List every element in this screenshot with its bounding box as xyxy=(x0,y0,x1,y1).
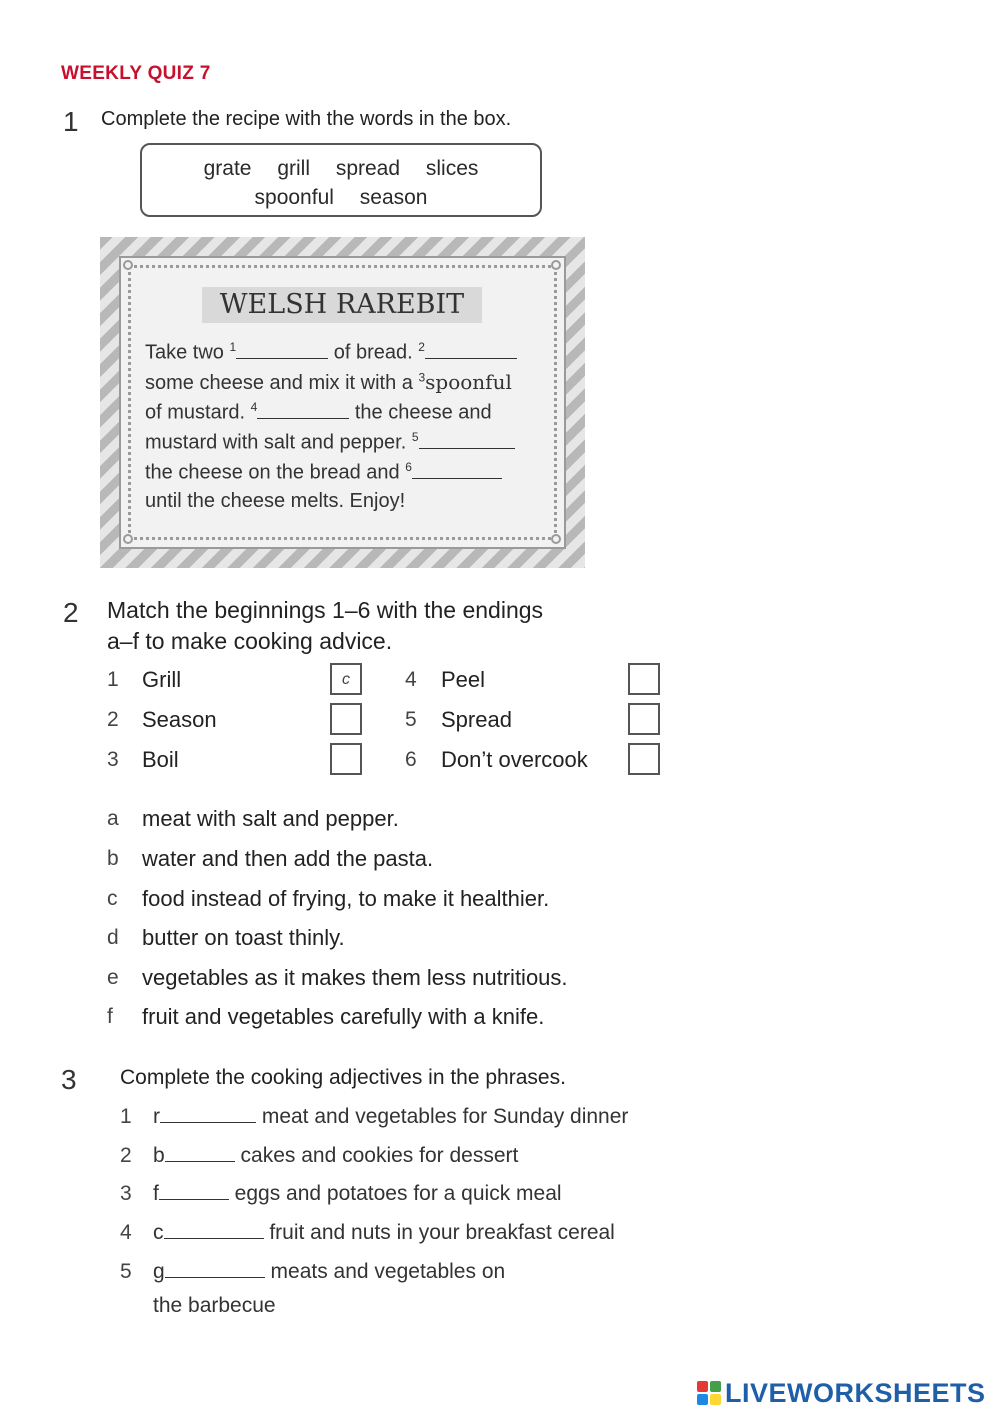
blank-2[interactable] xyxy=(425,342,517,359)
ending-letter: b xyxy=(107,847,119,870)
recipe-title: WELSH RAREBIT xyxy=(202,287,482,323)
match-word: Grill xyxy=(142,667,182,692)
recipe-line-3: of mustard. $^4$ the cheese and xyxy=(145,400,492,424)
word-box xyxy=(140,143,542,217)
word-grate: grate xyxy=(203,157,252,180)
recipe-line-5: the cheese on the bread and $^6$ xyxy=(145,460,502,485)
ending-text: vegetables as it makes them less nutritious. xyxy=(142,965,568,990)
ending-text: butter on toast thinly. xyxy=(142,925,345,950)
blank-3-answer[interactable]: spoonful xyxy=(425,370,512,394)
blank-5[interactable] xyxy=(419,432,515,449)
phrase-number: 2 xyxy=(120,1144,132,1167)
ending-letter: c xyxy=(107,887,118,910)
phrase-number: 5 xyxy=(120,1260,132,1283)
word-spread: spread xyxy=(335,157,401,180)
answer-box-3[interactable] xyxy=(330,743,362,775)
phrase-number: 1 xyxy=(120,1105,132,1128)
recipe-line-2: some cheese and mix it with a $^3$spoonful xyxy=(145,370,512,394)
ending-letter: d xyxy=(107,926,119,949)
phrase-number: 4 xyxy=(120,1221,132,1244)
match-word: Boil xyxy=(142,747,179,772)
phrase-5-continued: the barbecue xyxy=(153,1294,276,1317)
word-spoonful: spoonful xyxy=(254,186,334,209)
match-number: 1 xyxy=(107,668,119,691)
answer-box-4[interactable] xyxy=(628,663,660,695)
logo-square xyxy=(697,1394,708,1405)
phrase-5: g meats and vegetables on xyxy=(153,1260,506,1283)
match-word: Spread xyxy=(441,707,512,732)
logo-square xyxy=(697,1381,708,1392)
phrase-2: b cakes and cookies for dessert xyxy=(153,1144,519,1167)
phrase-blank-4[interactable] xyxy=(164,1222,264,1239)
word-grill: grill xyxy=(277,157,310,180)
phrase-3: f eggs and potatoes for a quick meal xyxy=(153,1182,562,1205)
ending-text: fruit and vegetables carefully with a knife. xyxy=(142,1004,545,1029)
ending-letter: f xyxy=(107,1005,113,1028)
answer-box-5[interactable] xyxy=(628,703,660,735)
ending-text: food instead of frying, to make it healthier. xyxy=(142,886,550,911)
corner-ornament xyxy=(551,534,561,544)
phrase-blank-5[interactable] xyxy=(165,1261,265,1278)
match-word: Peel xyxy=(441,667,486,692)
logo-grid-icon xyxy=(697,1381,721,1405)
phrase-number: 3 xyxy=(120,1182,132,1205)
ending-letter: e xyxy=(107,966,119,989)
answer-box-6[interactable] xyxy=(628,743,660,775)
blank-1[interactable] xyxy=(236,342,328,359)
phrase-blank-2[interactable] xyxy=(165,1145,235,1162)
question-1-instruction: Complete the recipe with the words in the box. xyxy=(101,108,512,130)
match-word: Season xyxy=(142,707,217,732)
question-3-instruction: Complete the cooking adjectives in the phrases. xyxy=(120,1066,566,1089)
answer-box-1[interactable]: c xyxy=(330,663,362,695)
recipe-line-1: Take two $^1$ of bread. $^2$ xyxy=(145,340,517,365)
question-2-number: 2 xyxy=(63,597,79,628)
phrase-blank-1[interactable] xyxy=(160,1106,256,1123)
logo-square xyxy=(710,1394,721,1405)
word-slices: slices xyxy=(425,157,479,180)
phrase-4: c fruit and nuts in your breakfast cereal xyxy=(153,1221,615,1244)
match-word: Don’t overcook xyxy=(441,747,588,772)
ending-text: meat with salt and pepper. xyxy=(142,806,399,831)
question-1-number: 1 xyxy=(63,106,79,137)
corner-ornament xyxy=(551,260,561,270)
liveworksheets-logo xyxy=(697,1376,986,1410)
recipe-line-4: mustard with salt and pepper. $^5$ xyxy=(145,430,515,455)
match-number: 6 xyxy=(405,748,417,771)
ending-text: water and then add the pasta. xyxy=(142,846,434,871)
phrase-blank-3[interactable] xyxy=(159,1183,229,1200)
question-2-instruction: Match the beginnings 1–6 with the endings a–f to make cooking advice. xyxy=(107,597,544,654)
question-3-number: 3 xyxy=(61,1064,77,1095)
match-number: 2 xyxy=(107,708,119,731)
logo-square xyxy=(710,1381,721,1392)
match-number: 5 xyxy=(405,708,417,731)
answer-box-2[interactable] xyxy=(330,703,362,735)
match-number: 3 xyxy=(107,748,119,771)
corner-ornament xyxy=(123,260,133,270)
word-season: season xyxy=(359,186,428,209)
corner-ornament xyxy=(123,534,133,544)
blank-4[interactable] xyxy=(257,402,349,419)
logo-text: LIVEWORKSHEETS xyxy=(725,1377,986,1408)
phrase-1: r meat and vegetables for Sunday dinner xyxy=(153,1105,629,1128)
quiz-title: WEEKLY QUIZ 7 xyxy=(61,63,211,84)
blank-6[interactable] xyxy=(412,462,502,479)
ending-letter: a xyxy=(107,807,119,830)
recipe-line-6: until the cheese melts. Enjoy! xyxy=(145,490,406,512)
match-number: 4 xyxy=(405,668,417,691)
